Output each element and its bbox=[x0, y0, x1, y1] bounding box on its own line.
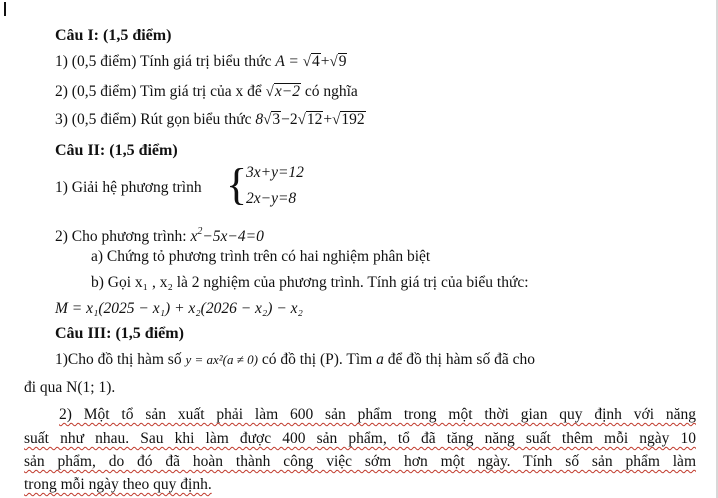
q1-item-3-text: 3) (0,5 điểm) Rút gọn biểu thức bbox=[55, 111, 252, 128]
radical-sign: √ bbox=[263, 112, 272, 128]
q1-item-2-radicand: x−2 bbox=[274, 83, 300, 100]
radical-sign: √ bbox=[297, 112, 306, 128]
q2-item-2 bbox=[55, 222, 264, 247]
q2-item-2-var: x bbox=[190, 228, 198, 245]
q3-problem-line-2 bbox=[24, 429, 696, 449]
q3-problem-line-3 bbox=[24, 452, 696, 472]
q3-problem-line-4 bbox=[24, 475, 212, 495]
q3-problem-line-3-text: sản phẩm, do đó đã hoàn thành công việc sớm hơn một ngày. Tính số sản phẩm làm bbox=[24, 453, 696, 470]
q1-item-1 bbox=[55, 52, 347, 72]
q1-item-1-expr-a: A = bbox=[275, 53, 303, 70]
q3-item-1-c: để đồ thị hàm số đã cho bbox=[387, 351, 535, 368]
q3-item-1 bbox=[55, 350, 535, 370]
minus-two: −2 bbox=[281, 111, 298, 128]
plus-sign: + bbox=[323, 111, 333, 128]
q2-item-2b: b) Gọi x₁ , x₂ là 2 nghiệm của phương trình. Tính giá trị của biểu thức: bbox=[91, 274, 529, 291]
q3-item-1-b: có đồ thị (P). Tìm bbox=[261, 351, 373, 368]
q3-problem-line-2-text: suất như nhau. Sau khi làm được 400 sản phẩm, tổ đã tăng năng suất thêm mỗi ngày 10 bbox=[24, 430, 696, 447]
q1-item-2-text: 2) (0,5 điểm) Tìm giá trị của x để bbox=[55, 83, 262, 100]
q1-item-3-radicand-2: 12 bbox=[306, 111, 323, 128]
system-brace: { bbox=[226, 160, 248, 209]
q3-problem-line-1-text: 2) Một tổ sản xuất phải làm 600 sản phẩm trong một thời gian quy định với năng bbox=[59, 406, 696, 423]
text-cursor bbox=[4, 2, 6, 16]
plus-sign: + bbox=[320, 53, 330, 70]
q3-problem-line-4-text: trong mỗi ngày theo quy định. bbox=[24, 476, 212, 493]
q1-item-1-radicand-1: 4 bbox=[311, 53, 320, 70]
q1-item-3-radicand-1: 3 bbox=[272, 111, 281, 128]
q2-item-2-exp: 2 bbox=[197, 226, 203, 237]
system-eq-2: 2x−y=8 bbox=[246, 190, 297, 207]
q2-item-2-text: 2) Cho phương trình: bbox=[55, 228, 187, 245]
q3-title: Câu III: (1,5 điểm) bbox=[55, 325, 184, 342]
q3-item-1-line-2: đi qua N(1; 1). bbox=[24, 379, 116, 396]
q2-m-expression: M = x₁(2025 − x₁) + x₂(2026 − x₂) − x₂ bbox=[55, 300, 303, 317]
q1-item-3 bbox=[55, 110, 366, 130]
radical-sign: √ bbox=[329, 54, 338, 70]
radical-sign: √ bbox=[265, 84, 274, 100]
q2-title: Câu II: (1,5 điểm) bbox=[55, 142, 178, 159]
q1-item-2-tail: có nghĩa bbox=[304, 83, 358, 100]
q2-item-2-rest: −5x−4=0 bbox=[202, 228, 264, 245]
q1-title: Câu I: (1,5 điểm) bbox=[55, 27, 172, 44]
q1-item-2 bbox=[55, 82, 358, 102]
q1-item-1-radicand-2: 9 bbox=[338, 53, 347, 70]
q3-item-1-func: y = ax²(a ≠ 0) bbox=[185, 352, 258, 367]
q3-problem-line-1 bbox=[24, 405, 696, 425]
q1-item-3-coef: 8 bbox=[255, 111, 264, 128]
q1-item-1-text: 1) (0,5 điểm) Tính giá trị biểu thức bbox=[55, 53, 272, 70]
radical-sign: √ bbox=[302, 54, 311, 70]
q3-item-1-a: 1)Cho đồ thị hàm số bbox=[55, 351, 182, 368]
radical-sign: √ bbox=[332, 112, 341, 128]
q2-item-2a: a) Chứng tỏ phương trình trên có hai nghiệm phân biệt bbox=[91, 248, 431, 265]
q1-item-3-radicand-3: 192 bbox=[341, 111, 365, 128]
q3-item-1-var: a bbox=[376, 351, 384, 368]
system-eq-1: 3x+y=12 bbox=[246, 164, 304, 181]
q2-item-1-text: 1) Giải hệ phương trình bbox=[55, 179, 202, 196]
